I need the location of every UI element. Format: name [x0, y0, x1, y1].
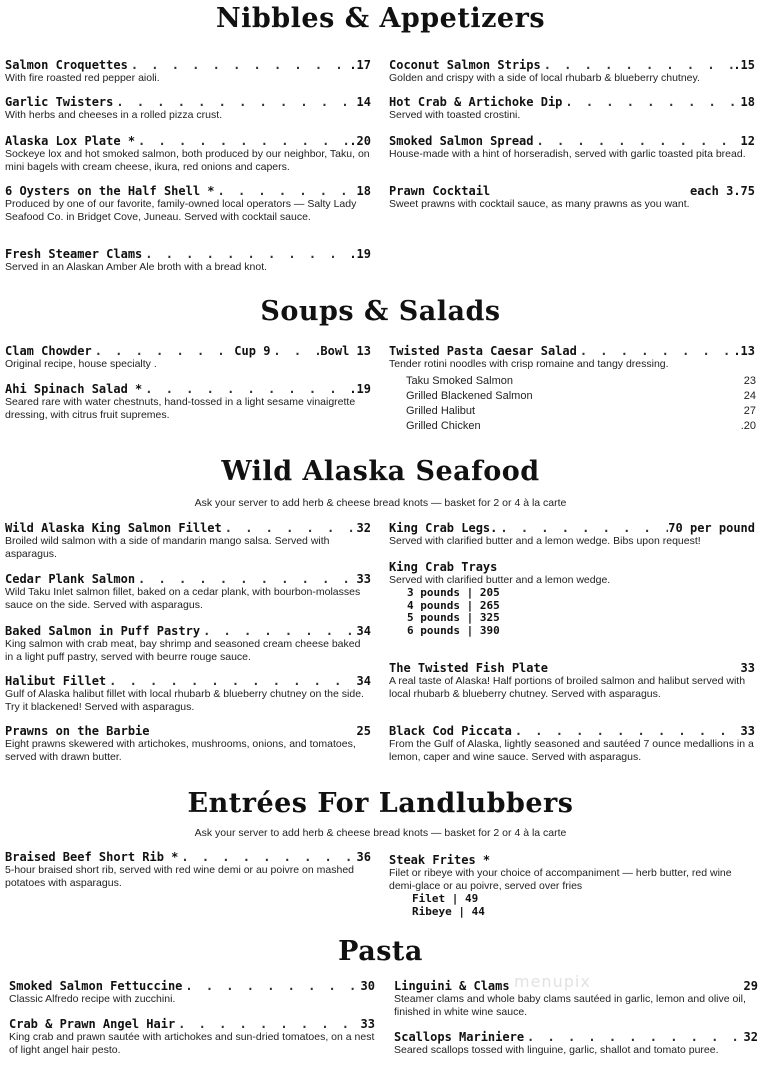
- addon-label: Taku Smoked Salmon: [406, 375, 513, 387]
- section-title-seafood: Wild Alaska Seafood: [221, 456, 540, 487]
- item-price: 34: [356, 624, 371, 638]
- item-price: .19: [349, 382, 371, 396]
- addon-row: [406, 374, 756, 389]
- item-price: .13: [733, 344, 755, 358]
- item-description: Golden and crispy with a side of local rhubarb & blueberry chutney.: [389, 72, 700, 84]
- item-description: Gulf of Alaska halibut fillet with local rhubarb & blueberry chutney on the side. Try it blackened! Served with asparagus.: [5, 688, 364, 713]
- addon-label: Grilled Halibut: [406, 405, 476, 417]
- addon-label: Grilled Chicken: [406, 420, 481, 432]
- menu-item-coconut-salmon-strips: [389, 58, 755, 85]
- section-title-entrees: Entrées For Landlubbers: [187, 788, 574, 819]
- menu-item-king-crab-trays: [389, 560, 755, 587]
- menu-item-salmon-croquettes: [5, 58, 371, 85]
- item-price: each 3.75: [689, 184, 755, 198]
- item-price: .17: [349, 58, 371, 72]
- section-title-nibbles: Nibbles & Appetizers: [215, 3, 546, 34]
- item-name: Ahi Spinach Salad *: [5, 382, 143, 396]
- item-name: 6 Oysters on the Half Shell *: [5, 184, 215, 198]
- item-description: King crab and prawn sautée with artichokes and sun-dried tomatoes, on a nest of light angel hair pesto.: [9, 1031, 375, 1056]
- menu-item-angel-hair: [9, 1017, 375, 1056]
- menu-item-king-crab-legs: [389, 521, 755, 548]
- item-description: Filet or ribeye with your choice of accompaniment — herb butter, red wine demi-glace or au poivre, served over fries: [389, 867, 732, 892]
- addon-row: [406, 404, 756, 419]
- menu-item-smoked-salmon-spread: [389, 134, 755, 161]
- menu-item-prawns-barbie: [5, 724, 371, 763]
- item-name: Crab & Prawn Angel Hair: [9, 1017, 176, 1031]
- item-cup-price: Cup 9: [234, 344, 271, 358]
- item-description: House-made with a hint of horseradish, served with garlic toasted pita bread.: [389, 148, 746, 160]
- item-description: Steamer clams and whole baby clams sautéed in garlic, lemon and olive oil, finished in white wine sauce.: [394, 993, 746, 1018]
- item-name: Steak Frites *: [389, 853, 491, 867]
- menu-item-steamer-clams: [5, 247, 371, 274]
- item-price: 25: [356, 724, 371, 738]
- tray-option: 5 pounds | 325: [407, 611, 500, 624]
- item-description: Seared scallops tossed with linguine, garlic, shallot and tomato puree.: [394, 1044, 719, 1056]
- item-price: 18: [356, 184, 371, 198]
- menu-item-garlic-twisters: [5, 95, 371, 122]
- steak-options: [412, 892, 485, 918]
- entrees-note: Ask your server to add herb & cheese bread knots — basket for 2 or 4 à la carte: [194, 827, 567, 839]
- item-name: King Crab Trays: [389, 560, 498, 574]
- item-name: Baked Salmon in Puff Pastry: [5, 624, 201, 638]
- menu-item-prawn-cocktail: [389, 184, 755, 211]
- menu-item-short-rib: [5, 850, 371, 889]
- item-description: Seared rare with water chestnuts, hand-tossed in a light sesame vinaigrette dressing, with citrus fruit supremes.: [5, 396, 356, 421]
- item-price: 33: [740, 661, 755, 675]
- section-title-pasta: Pasta: [338, 936, 423, 967]
- menu-item-caesar-salad: [389, 344, 755, 371]
- item-description: From the Gulf of Alaska, lightly seasoned and sautéed 7 ounce medallions in a lemon, caper and wine sauce. Served with asparagus.: [389, 738, 754, 763]
- item-name: Linguini & Clams: [394, 979, 510, 993]
- item-name: Smoked Salmon Spread: [389, 134, 534, 148]
- item-price: 29: [743, 979, 758, 993]
- section-title-soups: Soups & Salads: [260, 296, 501, 327]
- menu-item-steak-frites: [389, 853, 755, 892]
- item-name: Clam Chowder: [5, 344, 92, 358]
- item-name: Hot Crab & Artichoke Dip: [389, 95, 563, 109]
- item-price: Bowl 13: [320, 344, 371, 358]
- item-description: Original recipe, house specialty .: [5, 358, 157, 370]
- item-name: Scallops Mariniere: [394, 1030, 525, 1044]
- addon-label: Grilled Blackened Salmon: [406, 390, 533, 402]
- item-price: 33: [356, 572, 371, 586]
- item-description: 5-hour braised short rib, served with red wine demi or au poivre on mashed potatoes with asparagus.: [5, 864, 355, 889]
- item-price: .15: [733, 58, 755, 72]
- caesar-addons: [406, 374, 756, 434]
- menu-item-black-cod-piccata: [389, 724, 755, 763]
- item-name: Fresh Steamer Clams: [5, 247, 143, 261]
- tray-option: 6 pounds | 390: [407, 623, 500, 637]
- item-name: The Twisted Fish Plate: [389, 661, 548, 675]
- menu-item-scallops-mariniere: [394, 1030, 758, 1057]
- crab-tray-sizes: [407, 587, 527, 637]
- item-name: Twisted Pasta Caesar Salad: [389, 344, 577, 358]
- item-price: 18: [740, 95, 755, 109]
- menu-item-king-salmon-fillet: [5, 521, 371, 560]
- menu-item-hot-crab-dip: [389, 95, 755, 122]
- item-price: 30: [360, 979, 375, 993]
- item-description: Sockeye lox and hot smoked salmon, both produced by our neighbor, Taku, on mini bagels with cream cheese, ikura, red onions and capers.: [5, 148, 370, 173]
- menu-item-cedar-plank-salmon: [5, 572, 371, 611]
- menu-item-fettuccine: [9, 979, 375, 1006]
- item-description: Eight prawns skewered with artichokes, mushrooms, onions, and tomatoes, served with drawn butter.: [5, 738, 356, 763]
- item-name: Black Cod Piccata: [389, 724, 512, 738]
- item-price: .19: [349, 247, 371, 261]
- addon-price: 24: [743, 390, 756, 402]
- item-name: Cedar Plank Salmon: [5, 572, 136, 586]
- item-description: Wild Taku Inlet salmon fillet, baked on a cedar plank, with bourbon-molasses sauce on the side. Served with asparagus.: [5, 586, 361, 611]
- item-name: Salmon Croquettes: [5, 58, 128, 72]
- item-name: Prawn Cocktail: [389, 184, 491, 198]
- item-name: Wild Alaska King Salmon Fillet: [5, 521, 222, 535]
- item-description: Sweet prawns with cocktail sauce, as many prawns as you want.: [389, 198, 690, 210]
- watermark: menupix: [514, 972, 591, 991]
- item-name: Garlic Twisters: [5, 95, 114, 109]
- item-description: Served with clarified butter and a lemon wedge.: [389, 574, 611, 586]
- menu-item-halibut-fillet: [5, 674, 371, 713]
- item-description: A real taste of Alaska! Half portions of broiled salmon and halibut served with local rhubarb & blueberry chutney. Served with asparagus.: [389, 675, 746, 700]
- item-description: With herbs and cheeses in a rolled pizza crust.: [5, 109, 223, 121]
- steak-option: Filet | 49: [412, 892, 479, 905]
- item-name: Alaska Lox Plate *: [5, 134, 136, 148]
- item-price: 33: [740, 724, 755, 738]
- item-description: Produced by one of our favorite, family-owned local operators — Salty Lady Seafood Co. in Bridget Cove, Juneau. Served with cocktail sauce.: [5, 198, 357, 223]
- item-price: 14: [356, 95, 371, 109]
- item-description: Served with clarified butter and a lemon wedge. Bibs upon request!: [389, 535, 701, 547]
- item-name: Braised Beef Short Rib *: [5, 850, 179, 864]
- item-price: 36: [356, 850, 371, 864]
- menu-item-clam-chowder: [5, 344, 371, 371]
- item-description: Served with toasted crostini.: [389, 109, 521, 121]
- menu-item-ahi-spinach-salad: [5, 382, 371, 421]
- item-price: 32: [743, 1030, 758, 1044]
- menu-item-twisted-fish-plate: [389, 661, 755, 700]
- item-price: 32: [356, 521, 371, 535]
- item-price: 70 per pound: [668, 521, 755, 535]
- item-description: King salmon with crab meat, bay shrimp and seasoned cream cheese baked in a light puff pastry, served with beurre rouge sauce.: [5, 638, 361, 663]
- addon-price: .20: [740, 420, 756, 432]
- item-name: Halibut Fillet: [5, 674, 107, 688]
- item-description: Tender rotini noodles with crisp romaine and tangy dressing.: [389, 358, 669, 370]
- seafood-note: Ask your server to add herb & cheese bread knots — basket for 2 or 4 à la carte: [194, 497, 567, 509]
- item-name: King Crab Legs.: [389, 521, 498, 535]
- menu-item-alaska-lox-plate: [5, 134, 371, 173]
- item-name: Smoked Salmon Fettuccine: [9, 979, 183, 993]
- item-description: Served in an Alaskan Amber Ale broth with a bread knot.: [5, 261, 268, 273]
- tray-option: 3 pounds | 205: [407, 586, 500, 599]
- menu-item-oysters: [5, 184, 371, 223]
- item-price: 12: [740, 134, 755, 148]
- steak-option: Ribeye | 44: [412, 905, 485, 918]
- item-description: With fire roasted red pepper aioli.: [5, 72, 160, 84]
- addon-price: 27: [743, 405, 756, 417]
- item-description: Classic Alfredo recipe with zucchini.: [9, 993, 176, 1005]
- addon-row: [406, 419, 756, 434]
- menu-item-salmon-puff-pastry: [5, 624, 371, 663]
- item-price: .20: [349, 134, 371, 148]
- addon-row: [406, 389, 756, 404]
- item-name: Prawns on the Barbie: [5, 724, 150, 738]
- item-description: Broiled wild salmon with a side of mandarin mango salsa. Served with asparagus.: [5, 535, 330, 560]
- item-price: 34: [356, 674, 371, 688]
- item-price: 33: [360, 1017, 375, 1031]
- tray-option: 4 pounds | 265: [407, 598, 500, 612]
- item-name: Coconut Salmon Strips: [389, 58, 541, 72]
- addon-price: 23: [743, 375, 756, 387]
